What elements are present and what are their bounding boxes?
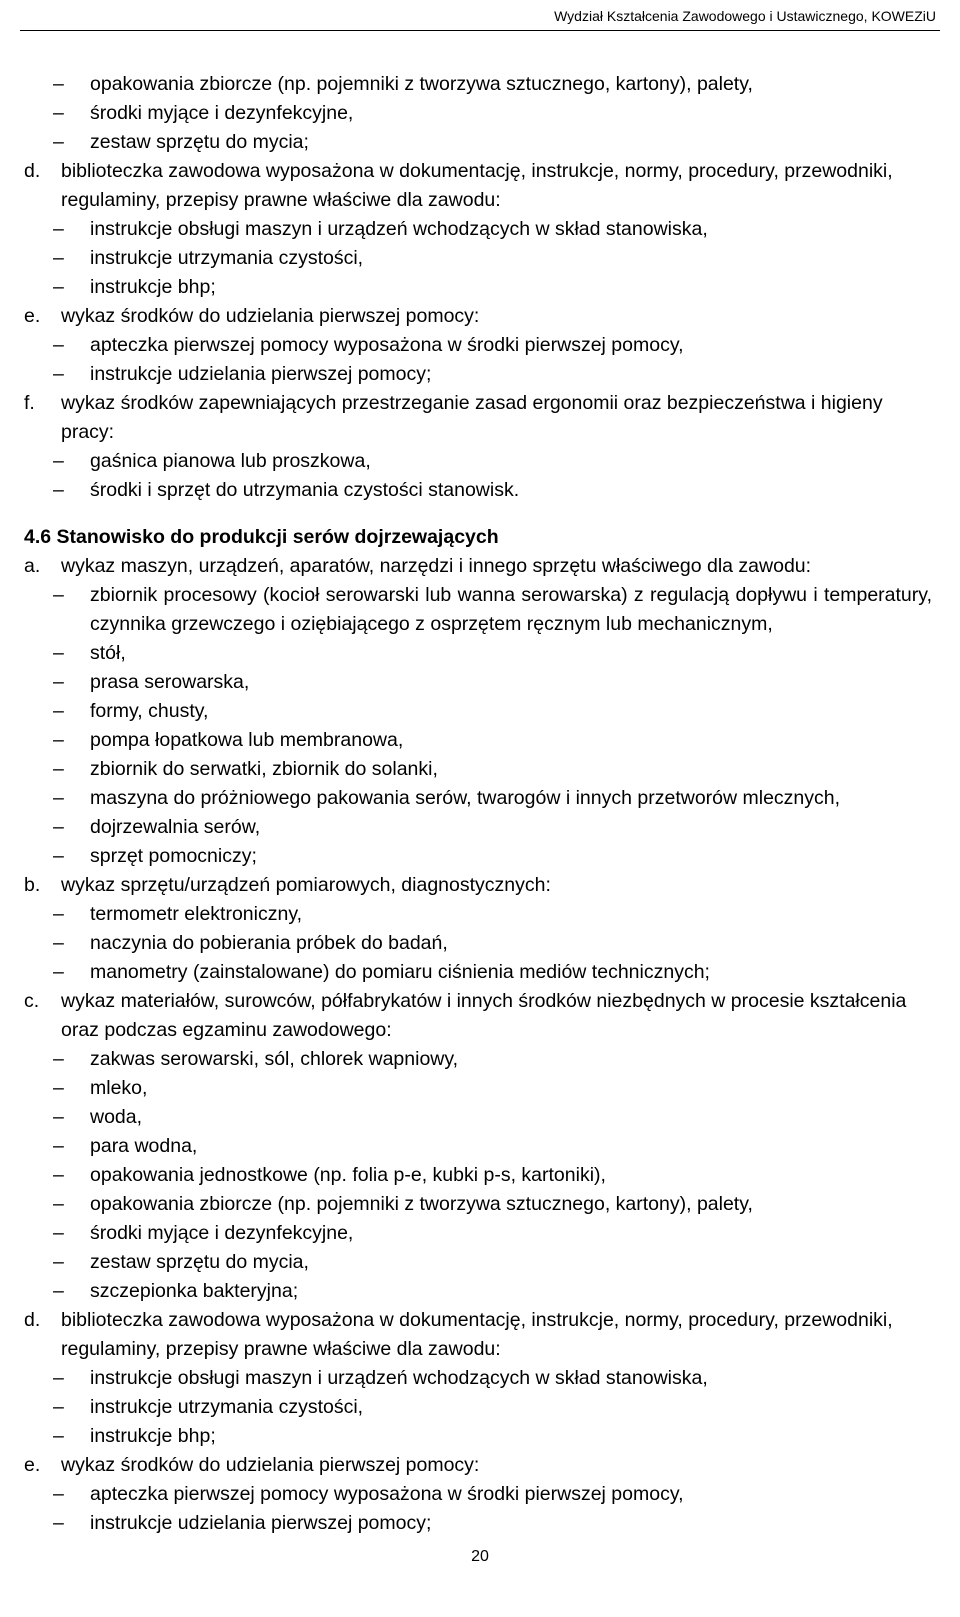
list-item: – zbiornik do serwatki, zbiornik do solanki, — [53, 755, 932, 784]
dash-bullet: – — [53, 1106, 64, 1128]
list-item: – środki i sprzęt do utrzymania czystości stanowisk. — [53, 476, 932, 505]
section-letter: b. — [24, 874, 41, 896]
list-item: – apteczka pierwszej pomocy wyposażona w środki pierwszej pomocy, — [53, 1480, 932, 1509]
section-letter: a. — [24, 555, 41, 577]
section-b-measuring — [24, 871, 932, 900]
list-item: – mleko, — [53, 1074, 932, 1103]
section-text: wykaz środków do udzielania pierwszej pomocy: — [61, 305, 480, 327]
section-text: biblioteczka zawodowa wyposażona w dokumentację, instrukcje, normy, procedury, przewodniki, regulaminy, przepisy prawne właściwe dla zawodu: — [61, 1309, 893, 1360]
section-f-ergonomics — [24, 389, 932, 447]
list-item: – woda, — [53, 1103, 932, 1132]
section-e-list — [24, 331, 932, 389]
header-divider — [20, 30, 940, 31]
dash-bullet: – — [53, 1483, 64, 1505]
dash-bullet: – — [53, 131, 64, 153]
section-d-library — [24, 157, 932, 215]
section-text: wykaz sprzętu/urządzeń pomiarowych, diagnostycznych: — [61, 874, 551, 896]
dash-bullet: – — [53, 671, 64, 693]
list-item: – termometr elektroniczny, — [53, 900, 932, 929]
dash-bullet: – — [53, 1222, 64, 1244]
list-item: – instrukcje obsługi maszyn i urządzeń wchodzących w skład stanowiska, — [53, 1364, 932, 1393]
dash-bullet: – — [53, 363, 64, 385]
dash-bullet: – — [53, 700, 64, 722]
section-text: wykaz środków do udzielania pierwszej pomocy: — [61, 1454, 480, 1476]
list-item: – zestaw sprzętu do mycia, — [53, 1248, 932, 1277]
dash-bullet: – — [53, 247, 64, 269]
list-item: – maszyna do próżniowego pakowania serów, twarogów i innych przetworów mlecznych, — [53, 784, 932, 813]
section-heading: 4.6 Stanowisko do produkcji serów dojrzewających — [24, 526, 499, 548]
dash-bullet: – — [53, 1077, 64, 1099]
list-item: – zestaw sprzętu do mycia; — [53, 128, 932, 157]
list-item: – środki myjące i dezynfekcyjne, — [53, 99, 932, 128]
section-text: wykaz środków zapewniających przestrzeganie zasad ergonomii oraz bezpieczeństwa i higieny pracy: — [61, 392, 883, 443]
dash-bullet: – — [53, 1425, 64, 1447]
section-text: biblioteczka zawodowa wyposażona w dokumentację, instrukcje, normy, procedury, przewodniki, regulaminy, przepisy prawne właściwe dla zawodu: — [61, 160, 893, 211]
section-text: wykaz maszyn, urządzeń, aparatów, narzędzi i innego sprzętu właściwego dla zawodu: — [61, 555, 812, 577]
dash-bullet: – — [53, 816, 64, 838]
dash-bullet: – — [53, 729, 64, 751]
dash-bullet: – — [53, 1251, 64, 1273]
dash-bullet: – — [53, 479, 64, 501]
dash-bullet: – — [53, 1048, 64, 1070]
page-header: Wydział Kształcenia Zawodowego i Ustawicznego, KOWEZiU — [554, 8, 936, 24]
dash-bullet: – — [53, 1193, 64, 1215]
dash-bullet: – — [53, 276, 64, 298]
dash-bullet: – — [53, 961, 64, 983]
dash-bullet: – — [53, 1164, 64, 1186]
section-letter: e. — [24, 305, 41, 327]
dash-bullet: – — [53, 218, 64, 240]
list-item: – instrukcje obsługi maszyn i urządzeń wchodzących w skład stanowiska, — [53, 215, 932, 244]
dash-bullet: – — [53, 334, 64, 356]
list-item: – instrukcje utrzymania czystości, — [53, 1393, 932, 1422]
section-b-list — [24, 900, 932, 987]
dash-bullet: – — [53, 73, 64, 95]
dash-bullet: – — [53, 758, 64, 780]
list-item: – opakowania zbiorcze (np. pojemniki z tworzywa sztucznego, kartony), palety, — [53, 1190, 932, 1219]
list-item: – szczepionka bakteryjna; — [53, 1277, 932, 1306]
dash-bullet: – — [53, 932, 64, 954]
dash-bullet: – — [53, 845, 64, 867]
section-e-list — [24, 1480, 932, 1538]
section-letter: e. — [24, 1454, 41, 1476]
section-letter: f. — [24, 392, 35, 414]
list-item: – instrukcje utrzymania czystości, — [53, 244, 932, 273]
section-f-list — [24, 447, 932, 505]
dash-bullet: – — [53, 1512, 64, 1534]
list-item: – zbiornik procesowy (kocioł serowarski lub wanna serowarska) z regulacją dopływu i temperatury, czynnika grzewczego i oziębiającego z osprzętem ręcznym lub mechanicznym, — [53, 581, 932, 639]
list-item: – instrukcje udzielania pierwszej pomocy; — [53, 360, 932, 389]
list-item: – instrukcje bhp; — [53, 273, 932, 302]
dash-bullet: – — [53, 584, 64, 606]
page-number: 20 — [471, 1548, 489, 1565]
section-d-list — [24, 215, 932, 302]
section-c-materials — [24, 987, 932, 1045]
section-e-first-aid — [24, 1451, 932, 1480]
continued-list — [24, 70, 932, 157]
list-item: – manometry (zainstalowane) do pomiaru ciśnienia mediów technicznych; — [53, 958, 932, 987]
list-item: – dojrzewalnia serów, — [53, 813, 932, 842]
dash-bullet: – — [53, 903, 64, 925]
section-d-list — [24, 1364, 932, 1451]
list-item: – prasa serowarska, — [53, 668, 932, 697]
dash-bullet: – — [53, 450, 64, 472]
list-item: – opakowania zbiorcze (np. pojemniki z tworzywa sztucznego, kartony), palety, — [53, 70, 932, 99]
section-a-machines — [24, 552, 932, 581]
dash-bullet: – — [53, 642, 64, 664]
section-c-list — [24, 1045, 932, 1306]
list-item: – para wodna, — [53, 1132, 932, 1161]
list-item: – opakowania jednostkowe (np. folia p-e, kubki p-s, kartoniki), — [53, 1161, 932, 1190]
list-item: – zakwas serowarski, sól, chlorek wapniowy, — [53, 1045, 932, 1074]
list-item: – sprzęt pomocniczy; — [53, 842, 932, 871]
section-a-list — [24, 581, 932, 871]
list-item: – gaśnica pianowa lub proszkowa, — [53, 447, 932, 476]
dash-bullet: – — [53, 102, 64, 124]
section-letter: d. — [24, 160, 41, 182]
dash-bullet: – — [53, 1280, 64, 1302]
dash-bullet: – — [53, 1367, 64, 1389]
section-letter: d. — [24, 1309, 41, 1331]
section-text: wykaz materiałów, surowców, półfabrykatów i innych środków niezbędnych w procesie kształcenia oraz podczas egzaminu zawodowego: — [61, 990, 907, 1041]
list-item: – instrukcje bhp; — [53, 1422, 932, 1451]
list-item: – środki myjące i dezynfekcyjne, — [53, 1219, 932, 1248]
section-letter: c. — [24, 990, 40, 1012]
section-d-library — [24, 1306, 932, 1364]
section-e-first-aid — [24, 302, 932, 331]
list-item: – naczynia do pobierania próbek do badań, — [53, 929, 932, 958]
dash-bullet: – — [53, 1135, 64, 1157]
dash-bullet: – — [53, 1396, 64, 1418]
document-body — [24, 70, 932, 1538]
list-item: – instrukcje udzielania pierwszej pomocy; — [53, 1509, 932, 1538]
dash-bullet: – — [53, 787, 64, 809]
list-item: – pompa łopatkowa lub membranowa, — [53, 726, 932, 755]
list-item: – formy, chusty, — [53, 697, 932, 726]
list-item: – apteczka pierwszej pomocy wyposażona w środki pierwszej pomocy, — [53, 331, 932, 360]
list-item: – stół, — [53, 639, 932, 668]
